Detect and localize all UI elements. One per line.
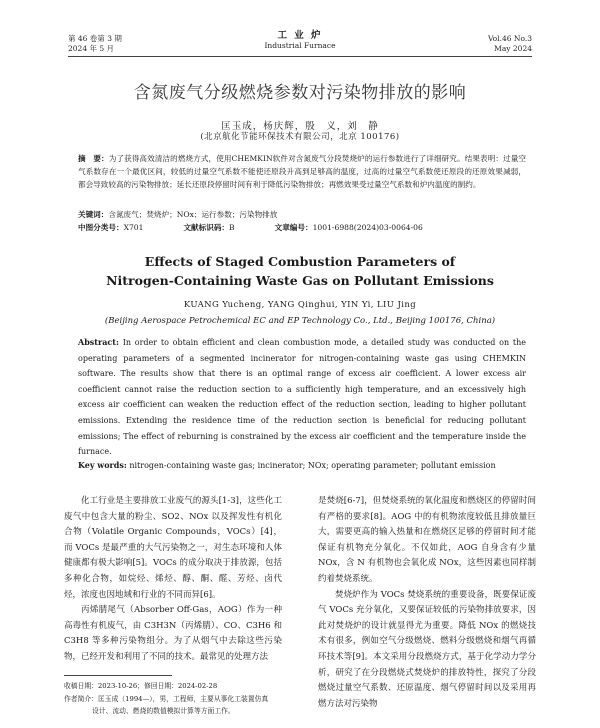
body-paragraph: 化工行业是主要排放工业废气的源头[1-3]，这些化工废气中包含大量的粉尘、SO2、NOx 以及挥发性有机化合物（Volatile Organic Compounds，VOCs）[4]，而 VOCs 是最严重的大气污染物之一，对生态环境和人体健康都有极大影响[5]。VOCs 的成分取决于排放源，包括多种化合物，如烷烃、烯烃、醇、酮、醛、芳烃、卤代烃，浓度也因地域和行业的不同而异[6]。 <box>64 496 282 600</box>
paper-title-en: Effects of Staged Combustion Parameters of Nitrogen-Containing Waste Gas on Pollutant Emissions <box>106 254 494 288</box>
abstract-cn-text: 为了获得高效清洁的燃烧方式，使用CHEMKIN软件对含氮废气分段焚烧炉的运行参数进行了详细研究。结果表明：过量空气系数存在一个最优区间，较低的过量空气系数不能使还原段升高到足够高的温度，过高的过量空气系数使还原段的还原效果减弱，都会导致较高的污染物排放；延长还原段停留时间有利于降低污染物排放；再燃效果受过量空气系数和炉内温度的制约。 <box>78 154 526 189</box>
document-code: 文献标识码：B <box>183 223 235 232</box>
article-number: 文章编号：1001-6988(2024)03-0064-06 <box>274 223 423 232</box>
body-column-left <box>64 494 282 666</box>
footnote-dates: 收稿日期：2023-10-26；修回日期：2024-02-28 <box>64 682 218 690</box>
abstract-cn <box>78 152 526 191</box>
abstract-cn-label: 摘 要： <box>78 154 109 163</box>
keywords-en <box>78 460 526 470</box>
footnote-author-bio: 作者简介：匡玉成（1994—），男，工程师，主要从事化工装置仿真 设计、流动、燃烧的数值模拟计算等方面工作。 <box>64 695 269 715</box>
body-paragraph: 焚烧炉作为 VOCs 焚烧系统的重要设备，既要保证废气 VOCs 充分氧化，又要保证较低的污染物排放要求，因此对焚烧炉的设计就显得尤为重要。降低 NOx 的燃烧技术有很多，例如空气分级燃烧、燃料分级燃烧和烟气再循环技术等[9]。本文采用分段燃烧方式，基于化学动力学分析，研究了在分段燃烧式焚烧炉的排放特性，探究了分段燃烧过量空气系数、还原温度、烟气停留时间以及采用再燃方法对污染物 <box>318 589 536 709</box>
footnote-rule <box>64 675 172 676</box>
header-rule <box>68 56 532 57</box>
keywords-cn-label: 关键词： <box>78 210 109 219</box>
affiliation-cn: (北京航化节能环保技术有限公司，北京 100176) <box>200 132 400 142</box>
clc-number: 中图分类号：X701 <box>78 223 144 232</box>
authors-cn: 匡玉成，杨庆辉，殷 义，刘 静 <box>221 121 379 132</box>
keywords-cn <box>78 209 526 220</box>
affiliation-en: (Beijing Aerospace Petrochemical EC and EP Technology Co., Ltd., Beijing 100176, China) <box>104 316 496 326</box>
journal-volume-en: Vol.46 No.3 May 2024 <box>487 34 532 53</box>
body-column-right <box>318 494 536 712</box>
classification-row <box>78 222 526 233</box>
journal-name: 工 业 炉 Industrial Furnace <box>264 30 336 50</box>
paper-title-cn: 含氮废气分级燃烧参数对污染物排放的影响 <box>133 83 467 103</box>
abstract-en-label: Abstract: <box>78 337 119 347</box>
body-paragraph: 丙烯腈尾气（Absorber Off-Gas，AOG）作为一种高毒性有机废气，由 C3H3N（丙烯腈）、CO、C3H6 和 C3H8 等多种污染物组分。为了从烟气中去除这些污染物，已经开发和利用了不同的技术。最常见的处理方法 <box>64 605 282 662</box>
journal-volume-cn: 第 46 卷第 3 期 2024 年 5 月 <box>68 34 122 53</box>
keywords-en-label: Key words: <box>78 460 127 470</box>
keywords-cn-text: 含氮废气；焚烧炉；NOx；运行参数；污染物排放 <box>108 210 278 219</box>
abstract-en <box>78 335 526 460</box>
authors-en: KUANG Yucheng, YANG Qinghui, YIN Yi, LIU Jing <box>183 300 417 310</box>
abstract-en-text: In order to obtain efficient and clean combustion mode, a detailed study was conducted on the operating parameters of a segmented incinerator for nitrogen-containing waste gas using CHEMKIN software. The results show that there is an optimal range of excess air coefficient. A lower excess air coefficient cannot raise the reduction section to a sufficiently high temperature, and an excessively high excess air coefficient can weaken the reduction effect of the reduction section, leading to higher pollutant emissions. Extending the residence time of the reduction section is beneficial for reducing pollutant emissions; The effect of reburning is constrained by the excess air coefficient and the temperature inside the furnace. <box>78 338 526 457</box>
keywords-en-text: nitrogen-containing waste gas; incinerator; NOx; operating parameter; pollutant emission <box>129 461 496 470</box>
body-paragraph: 是焚烧[6-7]，但焚烧系统的氧化温度和燃烧区的停留时间有严格的要求[8]。AOG 中的有机物浓度较低且排放量巨大，需要更高的输入热量和在燃烧区足够的停留时间才能保证有机物充分氧化。不仅如此，AOG 自身含有少量 NOx，含 N 有机物也会氧化成 NOx，这些因素也同样制约着焚烧系统。 <box>318 496 536 584</box>
